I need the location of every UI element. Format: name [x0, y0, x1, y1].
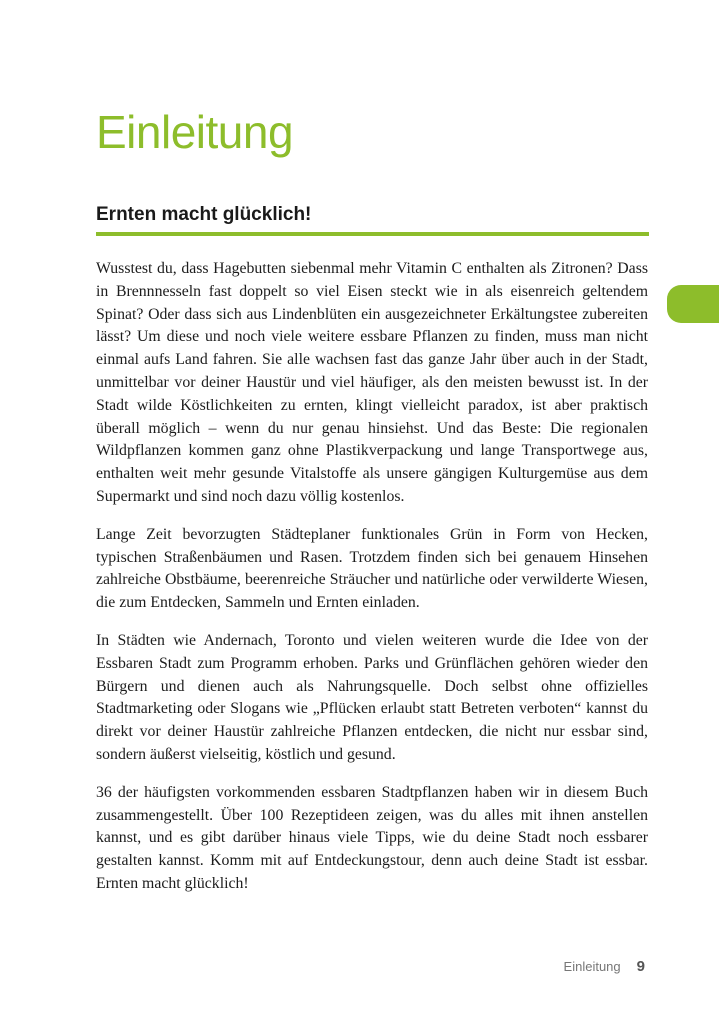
paragraph-city-planning: Lange Zeit bevorzugten Städteplaner funktionales Grün in Form von Hecken, typischen Straßenbäumen und Rasen. Trotzdem finden sich bei genauem Hinsehen zahlreiche Obstbäume, beerenreiche Sträucher und natürliche oder verwilderte Wiesen, die zum Entdecken, Sammeln und Ernten einladen.	[96, 525, 648, 612]
page-footer	[564, 958, 645, 975]
page-number: 9	[636, 958, 645, 975]
heading-underline	[96, 232, 649, 236]
paragraph-intro: Wusstest du, dass Hagebutten siebenmal mehr Vitamin C enthalten als Zitronen? Dass in Brennnesseln fast doppelt so viel Eisen steckt wie in als eisenreich geltendem Spinat? Oder dass sich aus Lindenblüten ein ausgezeichneter Erkältungstee zubereiten lässt? Um diese und noch viele weitere essbare Pflanzen zu finden, muss man nicht einmal aufs Land fahren. Sie alle wachsen fast das ganze Jahr über auch in der Stadt, unmittelbar vor deiner Haustür und viel häufiger, als den meisten bewusst ist. In der Stadt wilde Köstlichkeiten zu ernten, klingt vielleicht paradox, ist aber praktisch überall möglich – wenn du nur genau hinsiehst. Und das Beste: Die regionalen Wildpflanzen kommen ganz ohne Plastikverpackung und lange Transportwege aus, enthalten weit mehr gesunde Vitalstoffe als unsere gängigen Kulturgemüse aus dem Supermarkt und sind noch dazu völlig kostenlos.	[96, 260, 648, 505]
section-heading: Ernten macht glücklich!	[96, 204, 312, 225]
footer-section-label: Einleitung	[563, 959, 621, 974]
paragraph-book-overview: 36 der häufigsten vorkommenden essbaren Stadtpflanzen haben wir in diesem Buch zusammengestellt. Über 100 Rezeptideen zeigen, was du alles mit ihnen anstellen kannst, und es gibt darüber hinaus viele Tipps, wie du deine Stadt noch essbarer gestalten kannst. Komm mit auf Entdeckungstour, denn auch deine Stadt ist essbar. Ernten macht glücklich!	[96, 783, 648, 892]
page-title: Einleitung	[96, 106, 294, 158]
body-text	[96, 258, 648, 911]
chapter-tab-marker	[667, 285, 719, 323]
paragraph-edible-city: In Städten wie Andernach, Toronto und vielen weiteren wurde die Idee von der Essbaren Stadt zum Programm erhoben. Parks und Grünflächen gehören wieder den Bürgern und dienen auch als Nahrungsquelle. Doch selbst ohne offizielles Stadtmarketing oder Slogans wie „Pflücken erlaubt statt Betreten verboten“ kannst du direkt vor deiner Haustür zahlreiche Pflanzen entdecken, die nicht nur essbar sind, sondern äußerst vielseitig, köstlich und gesund.	[96, 631, 648, 763]
